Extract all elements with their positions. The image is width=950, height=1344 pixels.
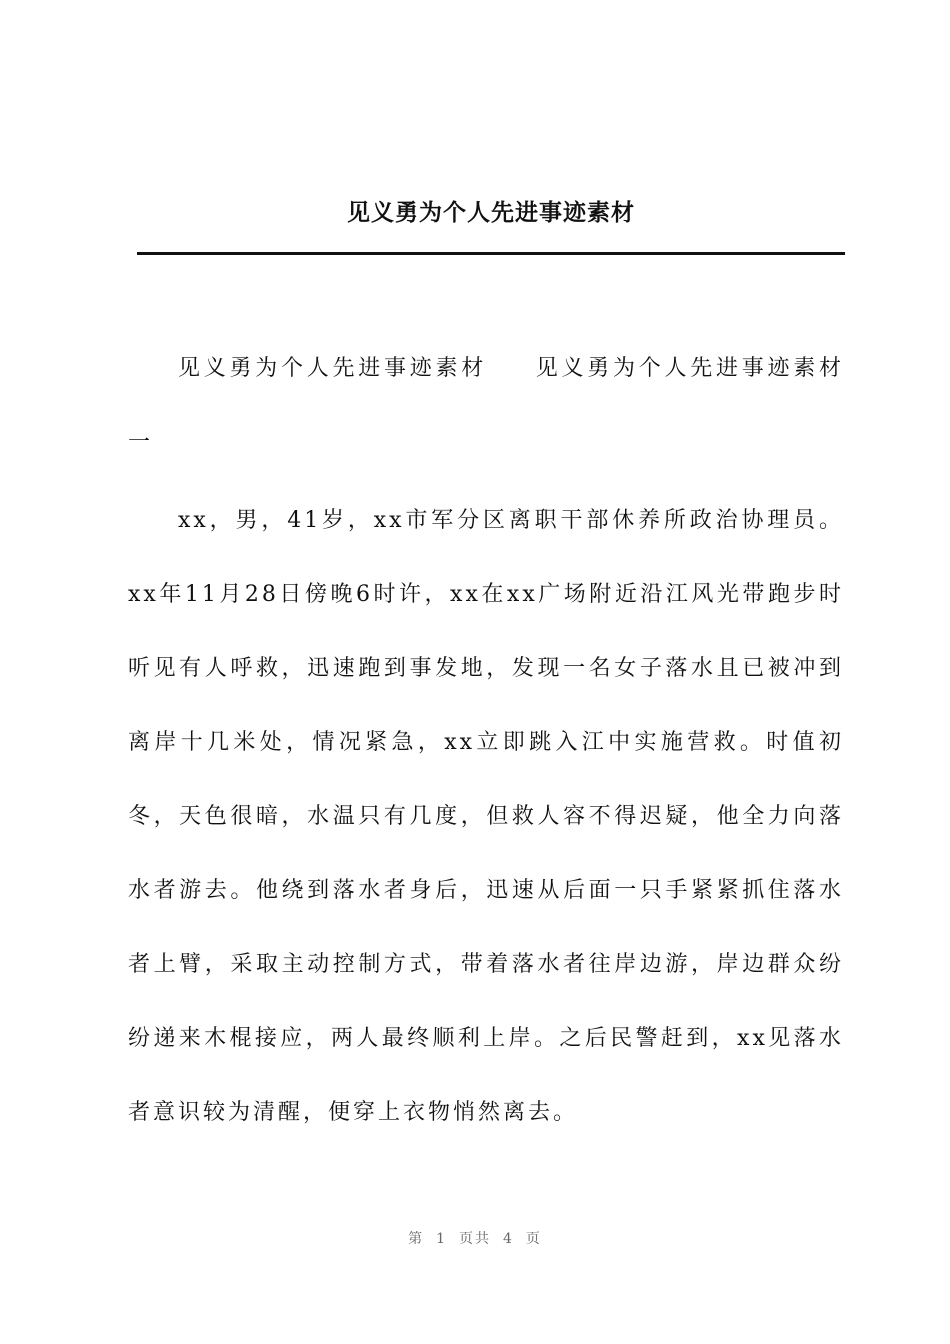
body-paragraph: xx，男，41岁，xx市军分区离职干部休养所政治协理员。xx年11月28日傍晚6时许，xx在xx广场附近沿江风光带跑步时听见有人呼救，迅速跑到事发地，发现一名女子落水且已被冲到离岸十几米处，情况紧急，xx立即跳入江中实施营救。时值初冬，天色很暗，水温只有几度，但救人容不得迟疑，他全力向落水者游去。他绕到落水者身后，迅速从后面一只手紧紧抓住落水者上臂，采取主动控制方式，带着落水者往岸边游，岸边群众纷纷递来木棍接应，两人最终顺利上岸。之后民警赶到，xx见落水者意识较为清醒，便穿上衣物悄然离去。: [128, 508, 844, 1125]
title-underline: [137, 252, 845, 255]
intro-text-1: 见义勇为个人先进事迹素材: [178, 356, 487, 381]
footer-total-pages: 4: [503, 1231, 514, 1247]
footer-suffix: 页: [525, 1231, 542, 1247]
footer-middle: 页共: [459, 1231, 491, 1247]
footer-prefix: 第: [408, 1231, 425, 1247]
intro-paragraph: [128, 332, 844, 480]
page-footer: [0, 1228, 950, 1248]
intro-text-2: 见义勇为个人先进事迹素材一: [128, 356, 844, 455]
footer-page-number: 1: [436, 1231, 447, 1247]
document-title: 见义勇为个人先进事迹素材: [347, 199, 635, 226]
